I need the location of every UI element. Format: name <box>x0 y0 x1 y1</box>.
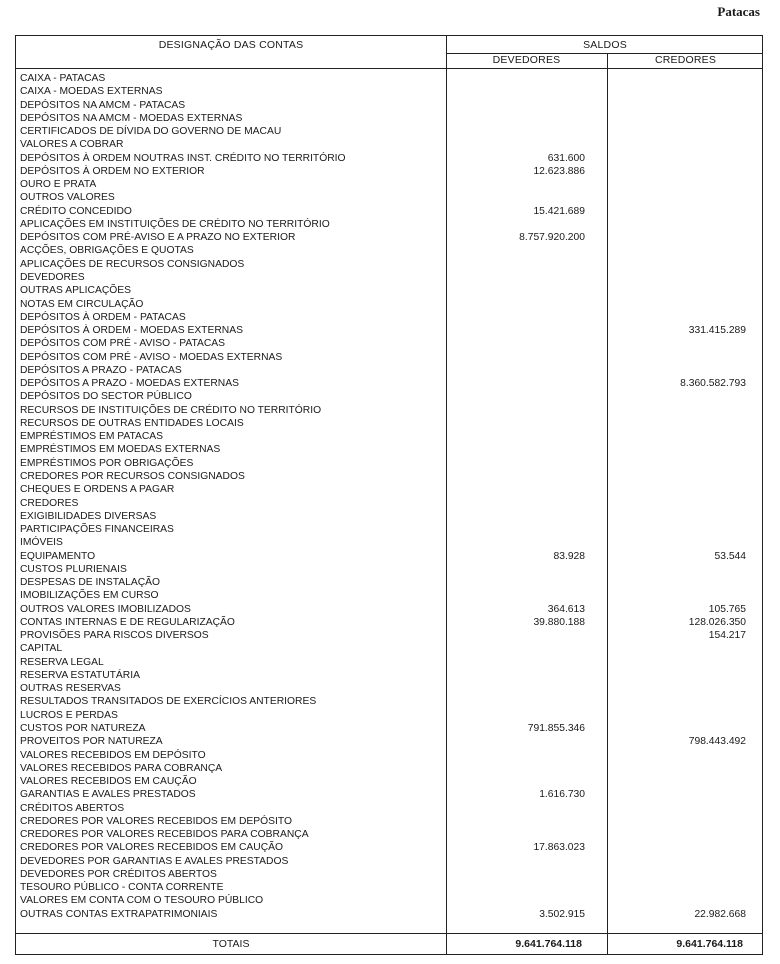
debtors-header: DEVEDORES <box>492 54 561 66</box>
table-row <box>20 550 760 563</box>
table-row <box>20 695 760 708</box>
account-name: PARTICIPAÇÕES FINANCEIRAS <box>20 524 174 536</box>
credit-value: 53.544 <box>714 550 746 562</box>
table-row <box>20 72 760 85</box>
designation-header: DESIGNAÇÃO DAS CONTAS <box>158 39 304 51</box>
account-name: APLICAÇÕES EM INSTITUIÇÕES DE CRÉDITO NO TERRITÓRIO <box>20 218 330 230</box>
table-row <box>20 271 760 284</box>
account-name: CREDORES POR RECURSOS CONSIGNADOS <box>20 470 245 482</box>
totals-label: TOTAIS <box>212 938 250 950</box>
debit-value: 15.421.689 <box>533 205 585 217</box>
table-row <box>20 749 760 762</box>
header-divider <box>16 68 762 69</box>
account-name: DEPÓSITOS COM PRÉ - AVISO - PATACAS <box>20 338 226 350</box>
account-name: DEPÓSITOS COM PRÉ-AVISO E A PRAZO NO EXTERIOR <box>20 232 296 244</box>
debit-value: 791.855.346 <box>527 723 585 735</box>
debit-value: 39.880.188 <box>533 616 585 628</box>
account-name: RESULTADOS TRANSITADOS DE EXERCÍCIOS ANTERIORES <box>20 696 317 708</box>
credit-value: 22.982.668 <box>694 908 746 920</box>
table-row <box>20 417 760 430</box>
table-row <box>20 311 760 324</box>
table-row <box>20 709 760 722</box>
account-name: VALORES A COBRAR <box>20 139 124 151</box>
account-name: CUSTOS POR NATUREZA <box>20 723 146 735</box>
account-name: DEPÓSITOS NA AMCM - MOEDAS EXTERNAS <box>20 112 243 124</box>
table-row <box>20 404 760 417</box>
debit-value: 83.928 <box>553 550 585 562</box>
table-row <box>20 669 760 682</box>
credit-value: 154.217 <box>708 630 746 642</box>
account-name: DEPÓSITOS À ORDEM - MOEDAS EXTERNAS <box>20 325 243 337</box>
table-row <box>20 497 760 510</box>
account-name: CUSTOS PLURIENAIS <box>20 563 127 575</box>
account-name: ACÇÕES, OBRIGAÇÕES E QUOTAS <box>20 245 194 257</box>
account-name: DEPÓSITOS DO SECTOR PÚBLICO <box>20 391 192 403</box>
account-name: VALORES RECEBIDOS EM DEPÓSITO <box>20 749 206 761</box>
debit-value: 631.600 <box>547 152 585 164</box>
account-name: DESPESAS DE INSTALAÇÃO <box>20 577 161 589</box>
table-row <box>20 112 760 125</box>
credit-value: 331.415.289 <box>688 325 746 337</box>
account-name: VALORES RECEBIDOS EM CAUÇÃO <box>20 776 197 788</box>
table-row <box>20 390 760 403</box>
table-row <box>20 788 760 801</box>
table-row <box>20 284 760 297</box>
account-name: OUTRAS RESERVAS <box>20 683 121 695</box>
account-name: EMPRÉSTIMOS POR OBRIGAÇÕES <box>20 457 194 469</box>
account-name: PROVEITOS POR NATUREZA <box>20 736 163 748</box>
account-name: DEPÓSITOS A PRAZO - PATACAS <box>20 364 182 376</box>
currency-label: Patacas <box>717 4 760 19</box>
account-name: EQUIPAMENTO <box>20 550 96 562</box>
table-row <box>20 536 760 549</box>
account-name: CREDORES POR VALORES RECEBIDOS EM DEPÓSITO <box>20 815 292 827</box>
table-row <box>20 894 760 907</box>
table-row <box>20 629 760 642</box>
account-name: EMPRÉSTIMOS EM PATACAS <box>20 431 164 443</box>
totals-debit: 9.641.764.118 <box>515 938 582 950</box>
creditors-header: CREDORES <box>654 54 717 66</box>
account-name: VALORES RECEBIDOS PARA COBRANÇA <box>20 762 223 774</box>
account-name: DEVEDORES POR GARANTIAS E AVALES PRESTADOS <box>20 855 289 867</box>
table-row <box>20 510 760 523</box>
account-name: CREDORES POR VALORES RECEBIDOS PARA COBRANÇA <box>20 829 309 841</box>
account-name: CERTIFICADOS DE DÍVIDA DO GOVERNO DE MACAU <box>20 126 282 138</box>
table-row <box>20 191 760 204</box>
account-name: APLICAÇÕES DE RECURSOS CONSIGNADOS <box>20 258 245 270</box>
table-row <box>20 337 760 350</box>
table-row <box>20 855 760 868</box>
table-row <box>20 483 760 496</box>
account-name: EXIGIBILIDADES DIVERSAS <box>20 510 157 522</box>
account-name: DEPÓSITOS À ORDEM - PATACAS <box>20 311 186 323</box>
debit-value: 12.623.886 <box>533 165 585 177</box>
account-name: CREDORES POR VALORES RECEBIDOS EM CAUÇÃO <box>20 842 284 854</box>
table-row <box>20 430 760 443</box>
table-row <box>20 828 760 841</box>
account-name: CRÉDITOS ABERTOS <box>20 802 125 814</box>
account-name: CONTAS INTERNAS E DE REGULARIZAÇÃO <box>20 616 235 628</box>
account-name: VALORES EM CONTA COM O TESOURO PÚBLICO <box>20 895 264 907</box>
account-name: IMOBILIZAÇÕES EM CURSO <box>20 590 159 602</box>
table-row <box>20 377 760 390</box>
table-row <box>20 231 760 244</box>
table-row <box>20 85 760 98</box>
table-row <box>20 576 760 589</box>
account-name: CAIXA - PATACAS <box>20 73 106 84</box>
account-name: LUCROS E PERDAS <box>20 709 118 721</box>
table-row <box>20 99 760 112</box>
account-name: OUTRAS CONTAS EXTRAPATRIMONIAIS <box>20 908 218 920</box>
table-row <box>20 324 760 337</box>
account-name: RESERVA LEGAL <box>20 656 104 668</box>
debit-value: 17.863.023 <box>533 842 585 854</box>
table-row <box>20 881 760 894</box>
account-name: OUTRAS APLICAÇÕES <box>20 285 132 297</box>
credit-value: 798.443.492 <box>688 736 746 748</box>
account-name: RESERVA ESTATUTÁRIA <box>20 669 140 681</box>
debit-value: 8.757.920.200 <box>519 232 585 244</box>
table-row <box>20 841 760 854</box>
account-name: IMÓVEIS <box>20 537 63 549</box>
table-row <box>20 603 760 616</box>
table-row <box>20 722 760 735</box>
table-row <box>20 616 760 629</box>
account-name: CHEQUES E ORDENS A PAGAR <box>20 484 175 496</box>
table-row <box>20 908 760 921</box>
table-row <box>20 682 760 695</box>
table-row <box>20 351 760 364</box>
balances-header: SALDOS <box>583 39 627 51</box>
account-name: CRÉDITO CONCEDIDO <box>20 205 132 217</box>
totals-credit: 9.641.764.118 <box>676 938 743 950</box>
account-name: OUTROS VALORES IMOBILIZADOS <box>20 603 191 615</box>
totals-divider <box>16 933 762 934</box>
credit-value: 8.360.582.793 <box>680 378 746 390</box>
account-name: DEPÓSITOS COM PRÉ - AVISO - MOEDAS EXTERNAS <box>20 351 283 363</box>
account-name: CREDORES <box>20 497 79 509</box>
table-row <box>20 523 760 536</box>
account-name: EMPRÉSTIMOS EM MOEDAS EXTERNAS <box>20 444 221 456</box>
table-row <box>20 868 760 881</box>
table-row <box>20 205 760 218</box>
table-row <box>20 244 760 257</box>
table-row <box>20 457 760 470</box>
table-row <box>20 656 760 669</box>
account-name: OUTROS VALORES <box>20 192 115 204</box>
account-name: NOTAS EM CIRCULAÇÃO <box>20 298 144 310</box>
debit-value: 364.613 <box>547 603 585 615</box>
table-row <box>20 563 760 576</box>
table-row <box>20 443 760 456</box>
account-name: PROVISÕES PARA RISCOS DIVERSOS <box>20 630 209 642</box>
debit-value: 3.502.915 <box>539 908 585 920</box>
table-row <box>20 775 760 788</box>
table-row <box>20 165 760 178</box>
table-row <box>20 125 760 138</box>
account-name: CAIXA - MOEDAS EXTERNAS <box>20 86 163 98</box>
account-name: DEPÓSITOS NA AMCM - PATACAS <box>20 99 186 111</box>
account-name: DEVEDORES <box>20 271 85 283</box>
account-name: DEPÓSITOS A PRAZO - MOEDAS EXTERNAS <box>20 378 239 390</box>
table-row <box>20 218 760 231</box>
table-row <box>20 138 760 151</box>
account-name: TESOURO PÚBLICO - CONTA CORRENTE <box>20 882 224 894</box>
account-name: DEPÓSITOS À ORDEM NO EXTERIOR <box>20 165 205 177</box>
table-row <box>20 802 760 815</box>
account-name: GARANTIAS E AVALES PRESTADOS <box>20 789 196 801</box>
balance-table <box>15 35 763 955</box>
table-row <box>20 470 760 483</box>
table-row <box>20 298 760 311</box>
table-row <box>20 735 760 748</box>
account-rows <box>20 72 760 921</box>
account-name: DEPÓSITOS À ORDEM NOUTRAS INST. CRÉDITO NO TERRITÓRIO <box>20 152 346 164</box>
account-name: RECURSOS DE OUTRAS ENTIDADES LOCAIS <box>20 417 244 429</box>
table-row <box>20 364 760 377</box>
account-name: RECURSOS DE INSTITUIÇÕES DE CRÉDITO NO TERRITÓRIO <box>20 404 322 416</box>
credit-value: 105.765 <box>708 603 746 615</box>
account-name: CAPITAL <box>20 643 63 655</box>
account-name: DEVEDORES POR CRÉDITOS ABERTOS <box>20 868 217 880</box>
table-row <box>20 178 760 191</box>
table-row <box>20 152 760 165</box>
credit-value: 128.026.350 <box>688 616 746 628</box>
debit-value: 1.616.730 <box>539 789 585 801</box>
table-row <box>20 589 760 602</box>
table-row <box>20 642 760 655</box>
table-row <box>20 815 760 828</box>
table-row <box>20 258 760 271</box>
table-row <box>20 762 760 775</box>
account-name: OURO E PRATA <box>20 179 97 191</box>
